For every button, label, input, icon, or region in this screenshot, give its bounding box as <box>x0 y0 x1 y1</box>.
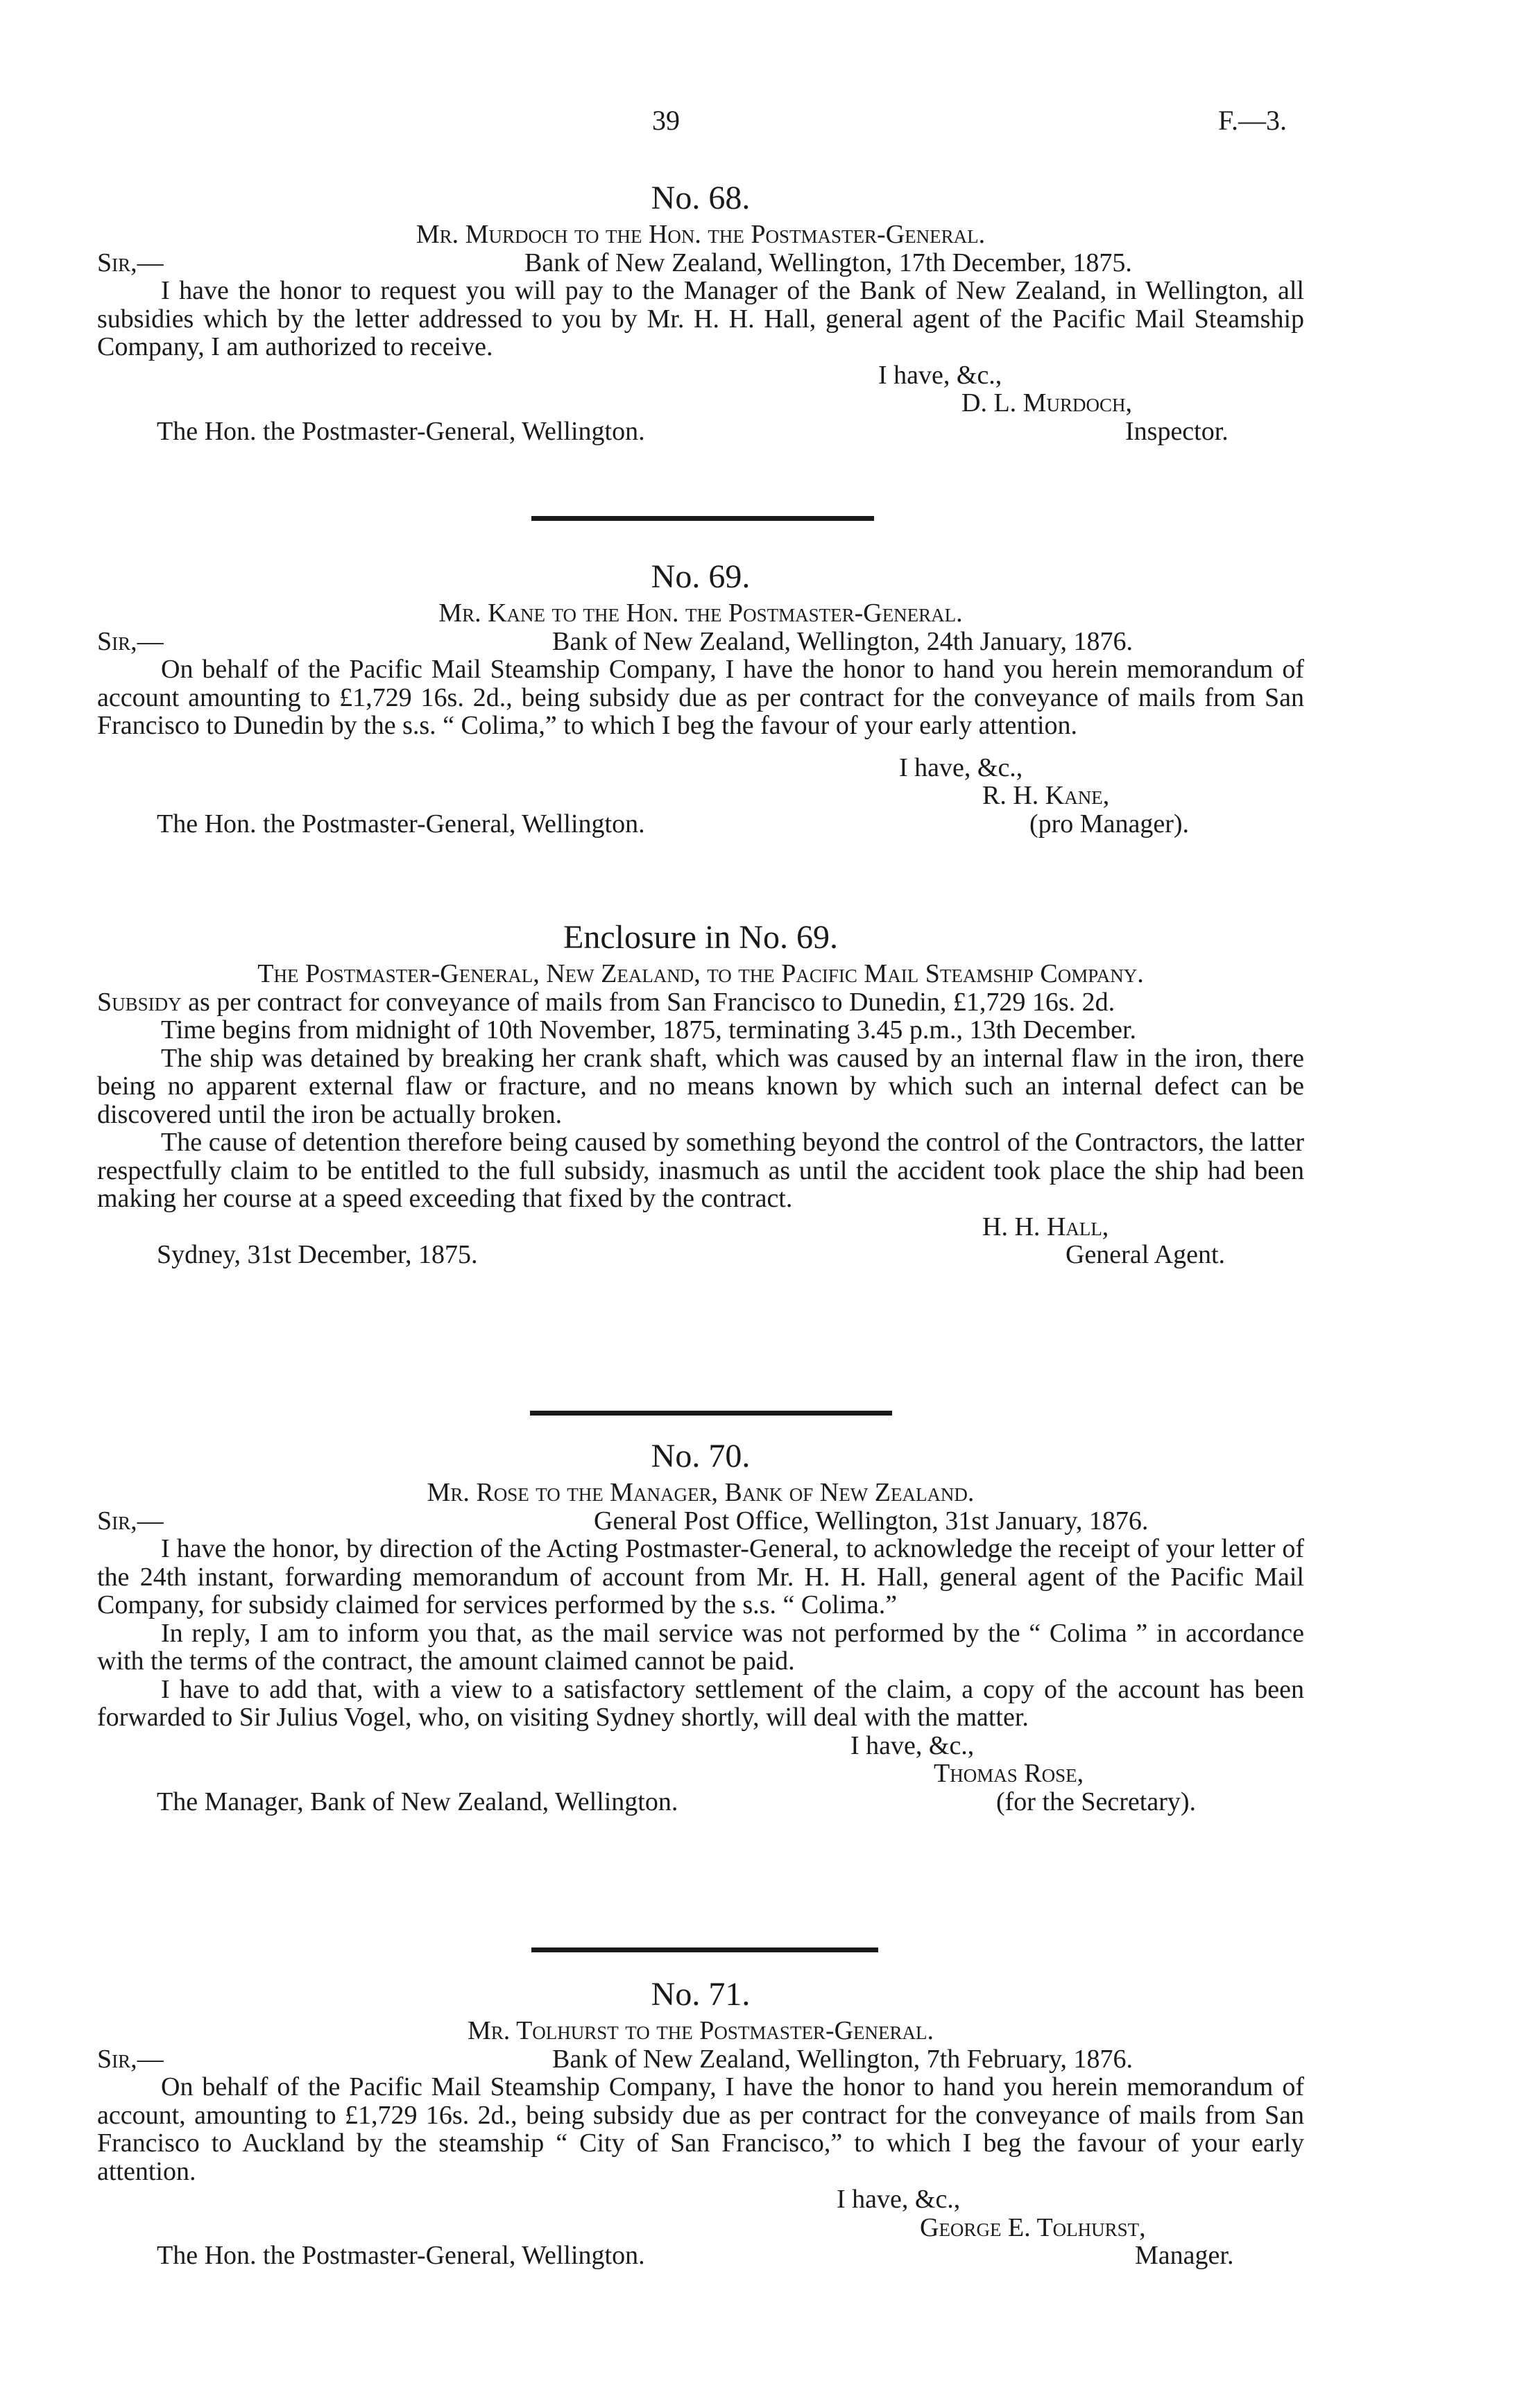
subsidy-text: as per contract for conveyance of mails from San Francisco to Dunedin, £1,729 16s. 2d. <box>188 987 1115 1017</box>
enclosure-title: Enclosure in No. 69. <box>563 919 838 956</box>
enclosure-paragraph: Time begins from midnight of 10th November, 1875, terminating 3.45 p.m., 13th December. <box>161 1015 1137 1044</box>
salutation-line <box>97 249 1304 277</box>
subsidy-paragraph <box>97 988 1304 1017</box>
page-number: 39 <box>652 105 680 136</box>
closing: I have, &c., <box>899 752 1023 782</box>
section-divider <box>531 1947 878 1952</box>
salutation: Sir,— <box>97 2044 164 2074</box>
signature: George E. Tolhurst, <box>920 2212 1146 2242</box>
letter-paragraph: I have the honor to request you will pay to the Manager of the Bank of New Zealand, in Wellington, all subsidies which by the letter addressed to you by Mr. H. H. Hall, general agent of the Pacific Mail Steamship Company, I am authorized to receive. <box>97 276 1304 361</box>
letter-paragraph: On behalf of the Pacific Mail Steamship Company, I have the honor to hand you herein memorandum of account amounting to £1,729 16s. 2d., being subsidy due as per contract for the conveyance of mails from San Francisco to Dunedin by the s.s. “ Colima,” to which I beg the favour of your early attention. <box>97 655 1304 740</box>
addressee: The Hon. the Postmaster-General, Wellington. <box>157 416 645 446</box>
letter-69 <box>97 555 1304 838</box>
salutation: Sir,— <box>97 626 164 656</box>
closing: I have, &c., <box>837 2185 961 2214</box>
enclosure-heading: The Postmaster-General, New Zealand, to the Pacific Mail Steamship Company. <box>257 959 1144 988</box>
letter-70 <box>97 1434 1304 1816</box>
place-date: Sydney, 31st December, 1875. <box>157 1240 478 1269</box>
signer-title: (pro Manager). <box>1029 809 1190 839</box>
letter-number: No. 71. <box>651 1976 751 2013</box>
enclosure-69 <box>97 915 1304 1269</box>
letter-number: No. 69. <box>651 558 751 595</box>
letter-paragraph: On behalf of the Pacific Mail Steamship Company, I have the honor to hand you herein memorandum of account, amounting to £1,729 16s. 2d., being subsidy due as per contract for the conveyance of mails from San Francisco to Auckland by the steamship “ City of San Francisco,” to which I beg the favour of your early attention. <box>97 2072 1304 2186</box>
letter-heading: Mr. Kane to the Hon. the Postmaster-General. <box>438 599 963 628</box>
letter-heading: Mr. Murdoch to the Hon. the Postmaster-General. <box>416 220 986 249</box>
paper-reference: F.—3. <box>1218 105 1287 136</box>
signer-title: Manager. <box>1135 2241 1234 2270</box>
letter-paragraph: In reply, I am to inform you that, as the mail service was not performed by the “ Colima ” in accordance with the terms of the contract, the amount claimed cannot be paid. <box>97 1618 1304 1676</box>
letter-heading: Mr. Rose to the Manager, Bank of New Zealand. <box>427 1478 975 1507</box>
address-date: General Post Office, Wellington, 31st January, 1876. <box>594 1506 1149 1536</box>
addressee: The Manager, Bank of New Zealand, Wellington. <box>157 1787 678 1816</box>
address-date: Bank of New Zealand, Wellington, 7th February, 1876. <box>552 2044 1133 2074</box>
signer-title: (for the Secretary). <box>996 1787 1197 1816</box>
letter-number: No. 68. <box>651 180 751 216</box>
letter-71 <box>97 1972 1304 2270</box>
subsidy-label: Subsidy <box>97 987 182 1017</box>
addressee: The Hon. the Postmaster-General, Wellington. <box>157 809 645 839</box>
signer-title: General Agent. <box>1066 1240 1226 1269</box>
signature: H. H. Hall, <box>982 1212 1109 1241</box>
signer-title: Inspector. <box>1125 416 1229 446</box>
addressee: The Hon. the Postmaster-General, Wellington. <box>157 2241 645 2270</box>
signature: Thomas Rose, <box>934 1759 1084 1788</box>
enclosure-paragraph: The ship was detained by breaking her crank shaft, which was caused by an internal flaw in the iron, there being no apparent external flaw or fracture, and no means known by which such an internal defect can be discovered until the iron be actually broken. <box>97 1043 1304 1129</box>
signature: D. L. Murdoch, <box>961 388 1132 418</box>
section-divider <box>531 516 874 521</box>
salutation: Sir,— <box>97 248 164 277</box>
enclosure-paragraph: The cause of detention therefore being caused by something beyond the control of the Contractors, the latter respectfully claim to be entitled to the full subsidy, inasmuch as until the accident took place the ship had been making her course at a speed exceeding that fixed by the contract. <box>97 1128 1304 1213</box>
address-date: Bank of New Zealand, Wellington, 17th December, 1875. <box>524 248 1132 277</box>
signature: R. H. Kane, <box>982 781 1110 810</box>
address-date: Bank of New Zealand, Wellington, 24th January, 1876. <box>552 626 1133 656</box>
letter-68 <box>97 176 1304 445</box>
letter-paragraph: I have to add that, with a view to a satisfactory settlement of the claim, a copy of the account has been forwarded to Sir Julius Vogel, who, on visiting Sydney shortly, will deal with the matter. <box>97 1674 1304 1732</box>
closing: I have, &c., <box>850 1730 975 1760</box>
salutation: Sir,— <box>97 1506 164 1536</box>
closing: I have, &c., <box>878 360 1002 390</box>
letter-paragraph: I have the honor, by direction of the Acting Postmaster-General, to acknowledge the receipt of your letter of the 24th instant, forwarding memorandum of account from Mr. H. H. Hall, general agent of the Pacific Mail Company, for subsidy claimed for services performed by the s.s. “ Colima.” <box>97 1534 1304 1619</box>
letter-heading: Mr. Tolhurst to the Postmaster-General. <box>467 2016 934 2045</box>
section-divider <box>530 1411 892 1416</box>
letter-number: No. 70. <box>651 1438 751 1474</box>
